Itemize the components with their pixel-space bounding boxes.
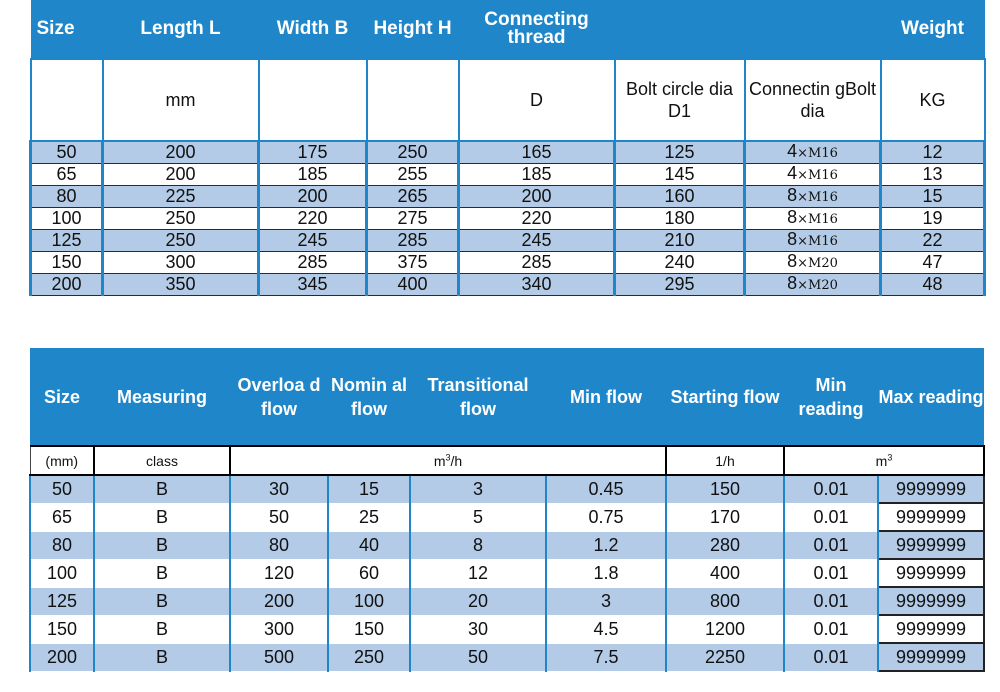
cell-bolt-dia: 8×M16 (745, 186, 881, 208)
cell-max-reading: 9999999 (878, 559, 984, 587)
cell-min-flow: 1.8 (546, 559, 666, 587)
table-row (30, 531, 984, 559)
cell-min-flow: 0.75 (546, 503, 666, 531)
cell-size: 200 (30, 643, 94, 671)
cell-transitional: 12 (410, 559, 546, 587)
unit-flow: $m^3/h$ (230, 446, 666, 475)
cell-bolt-circle: 180 (615, 208, 745, 230)
cell-length: 225 (103, 186, 259, 208)
cell-weight: 19 (881, 208, 985, 230)
cell-bolt-dia: 8×M20 (745, 274, 881, 296)
header-blank (615, 0, 745, 59)
header-height: Height H (367, 0, 459, 59)
cell-max-reading: 9999999 (878, 531, 984, 559)
cell-max-reading: 9999999 (878, 503, 984, 531)
dimensions-body (31, 141, 985, 296)
cell-overload: 30 (230, 475, 328, 503)
header-nominal-flow: Nomin al flow (328, 348, 410, 446)
cell-size: 125 (30, 587, 94, 615)
cell-size: 80 (30, 531, 94, 559)
unit-bolt-dia: Connectin gBolt dia (745, 59, 881, 141)
cell-transitional: 20 (410, 587, 546, 615)
cell-length: 350 (103, 274, 259, 296)
cell-width: 220 (259, 208, 367, 230)
cell-height: 250 (367, 141, 459, 164)
cell-size: 65 (30, 503, 94, 531)
unit-length: mm (103, 59, 259, 141)
header-starting-flow: Starting flow (666, 348, 784, 446)
flow-table (29, 348, 985, 672)
cell-min-flow: 0.45 (546, 475, 666, 503)
header-width: Width B (259, 0, 367, 59)
header-overload-flow: Overloa d flow (230, 348, 328, 446)
cell-size: 200 (31, 274, 103, 296)
cell-overload: 120 (230, 559, 328, 587)
table-row (30, 643, 984, 671)
cell-bolt-dia: 4×M16 (745, 141, 881, 164)
header-length: Length L (103, 0, 259, 59)
table-row (31, 141, 985, 164)
cell-height: 255 (367, 164, 459, 186)
cell-overload: 500 (230, 643, 328, 671)
header-size: Size (31, 0, 103, 59)
cell-connecting: 220 (459, 208, 615, 230)
cell-class: B (94, 503, 230, 531)
cell-size: 150 (31, 252, 103, 274)
cell-bolt-circle: 160 (615, 186, 745, 208)
header-min-flow: Min flow (546, 348, 666, 446)
unit-starting: 1/h (666, 446, 784, 475)
cell-min-flow: 7.5 (546, 643, 666, 671)
cell-weight: 48 (881, 274, 985, 296)
cell-bolt-circle: 295 (615, 274, 745, 296)
cell-connecting: 340 (459, 274, 615, 296)
cell-starting: 150 (666, 475, 784, 503)
table-row (30, 475, 984, 503)
cell-width: 245 (259, 230, 367, 252)
cell-overload: 300 (230, 615, 328, 643)
cell-bolt-circle: 145 (615, 164, 745, 186)
cell-bolt-circle: 240 (615, 252, 745, 274)
header-measuring: Measuring (94, 348, 230, 446)
cell-class: B (94, 475, 230, 503)
unit-height (367, 59, 459, 141)
flow-unit-row (30, 446, 984, 475)
cell-transitional: 3 (410, 475, 546, 503)
cell-bolt-dia: 4×M16 (745, 164, 881, 186)
cell-height: 285 (367, 230, 459, 252)
cell-class: B (94, 643, 230, 671)
cell-nominal: 60 (328, 559, 410, 587)
cell-min-flow: 4.5 (546, 615, 666, 643)
cell-size: 100 (31, 208, 103, 230)
cell-max-reading: 9999999 (878, 587, 984, 615)
cell-size: 125 (31, 230, 103, 252)
cell-size: 50 (31, 141, 103, 164)
cell-length: 250 (103, 230, 259, 252)
cell-bolt-dia: 8×M16 (745, 208, 881, 230)
cell-nominal: 100 (328, 587, 410, 615)
dimensions-table (29, 0, 986, 296)
table-row (30, 587, 984, 615)
cell-min-reading: 0.01 (784, 643, 878, 671)
cell-nominal: 25 (328, 503, 410, 531)
table-row (31, 164, 985, 186)
cell-bolt-circle: 210 (615, 230, 745, 252)
cell-min-reading: 0.01 (784, 475, 878, 503)
cell-nominal: 15 (328, 475, 410, 503)
cell-min-flow: 3 (546, 587, 666, 615)
cell-weight: 12 (881, 141, 985, 164)
cell-starting: 1200 (666, 615, 784, 643)
dimensions-header-row (31, 0, 985, 59)
cell-min-flow: 1.2 (546, 531, 666, 559)
table-row (31, 230, 985, 252)
cell-connecting: 165 (459, 141, 615, 164)
cell-connecting: 245 (459, 230, 615, 252)
cell-connecting: 185 (459, 164, 615, 186)
cell-min-reading: 0.01 (784, 559, 878, 587)
cell-starting: 280 (666, 531, 784, 559)
header-blank-2 (745, 0, 881, 59)
header-connecting-thread: Connecting thread (459, 0, 615, 59)
cell-class: B (94, 531, 230, 559)
unit-reading: $m^3$ (784, 446, 984, 475)
cell-length: 250 (103, 208, 259, 230)
cell-size: 65 (31, 164, 103, 186)
flow-body (30, 475, 984, 671)
table-row (31, 208, 985, 230)
cell-height: 375 (367, 252, 459, 274)
cell-min-reading: 0.01 (784, 587, 878, 615)
cell-max-reading: 9999999 (878, 475, 984, 503)
table-row (31, 186, 985, 208)
cell-nominal: 250 (328, 643, 410, 671)
cell-width: 285 (259, 252, 367, 274)
cell-class: B (94, 615, 230, 643)
unit-bolt-circle: Bolt circle dia D1 (615, 59, 745, 141)
cell-starting: 2250 (666, 643, 784, 671)
cell-overload: 50 (230, 503, 328, 531)
cell-height: 400 (367, 274, 459, 296)
cell-size: 80 (31, 186, 103, 208)
table-row (30, 559, 984, 587)
cell-min-reading: 0.01 (784, 615, 878, 643)
cell-connecting: 285 (459, 252, 615, 274)
cell-class: B (94, 587, 230, 615)
table-row (31, 274, 985, 296)
cell-overload: 80 (230, 531, 328, 559)
cell-min-reading: 0.01 (784, 503, 878, 531)
cell-starting: 170 (666, 503, 784, 531)
cell-length: 200 (103, 141, 259, 164)
cell-starting: 800 (666, 587, 784, 615)
cell-size: 50 (30, 475, 94, 503)
cell-transitional: 8 (410, 531, 546, 559)
cell-length: 200 (103, 164, 259, 186)
unit-connecting: D (459, 59, 615, 141)
cell-width: 175 (259, 141, 367, 164)
cell-width: 200 (259, 186, 367, 208)
header-weight: Weight (881, 0, 985, 59)
cell-bolt-circle: 125 (615, 141, 745, 164)
cell-max-reading: 9999999 (878, 643, 984, 671)
cell-bolt-dia: 8×M16 (745, 230, 881, 252)
dimensions-unit-row (31, 59, 985, 141)
cell-transitional: 30 (410, 615, 546, 643)
unit-width (259, 59, 367, 141)
header-transitional-flow: Transitional flow (410, 348, 546, 446)
cell-transitional: 5 (410, 503, 546, 531)
table-row (30, 503, 984, 531)
cell-weight: 13 (881, 164, 985, 186)
header-min-reading: Min reading (784, 348, 878, 446)
cell-width: 345 (259, 274, 367, 296)
cell-weight: 22 (881, 230, 985, 252)
cell-min-reading: 0.01 (784, 531, 878, 559)
header-size: Size (30, 348, 94, 446)
cell-size: 150 (30, 615, 94, 643)
cell-class: B (94, 559, 230, 587)
cell-height: 265 (367, 186, 459, 208)
unit-size: (mm) (30, 446, 94, 475)
cell-transitional: 50 (410, 643, 546, 671)
header-max-reading: Max reading (878, 348, 984, 446)
unit-size (31, 59, 103, 141)
unit-weight: KG (881, 59, 985, 141)
cell-connecting: 200 (459, 186, 615, 208)
table-row (30, 615, 984, 643)
unit-measuring: class (94, 446, 230, 475)
cell-max-reading: 9999999 (878, 615, 984, 643)
cell-length: 300 (103, 252, 259, 274)
cell-width: 185 (259, 164, 367, 186)
cell-height: 275 (367, 208, 459, 230)
cell-starting: 400 (666, 559, 784, 587)
table-row (31, 252, 985, 274)
cell-nominal: 40 (328, 531, 410, 559)
cell-overload: 200 (230, 587, 328, 615)
cell-weight: 15 (881, 186, 985, 208)
cell-bolt-dia: 8×M20 (745, 252, 881, 274)
cell-size: 100 (30, 559, 94, 587)
cell-nominal: 150 (328, 615, 410, 643)
flow-header-row (30, 348, 984, 446)
cell-weight: 47 (881, 252, 985, 274)
